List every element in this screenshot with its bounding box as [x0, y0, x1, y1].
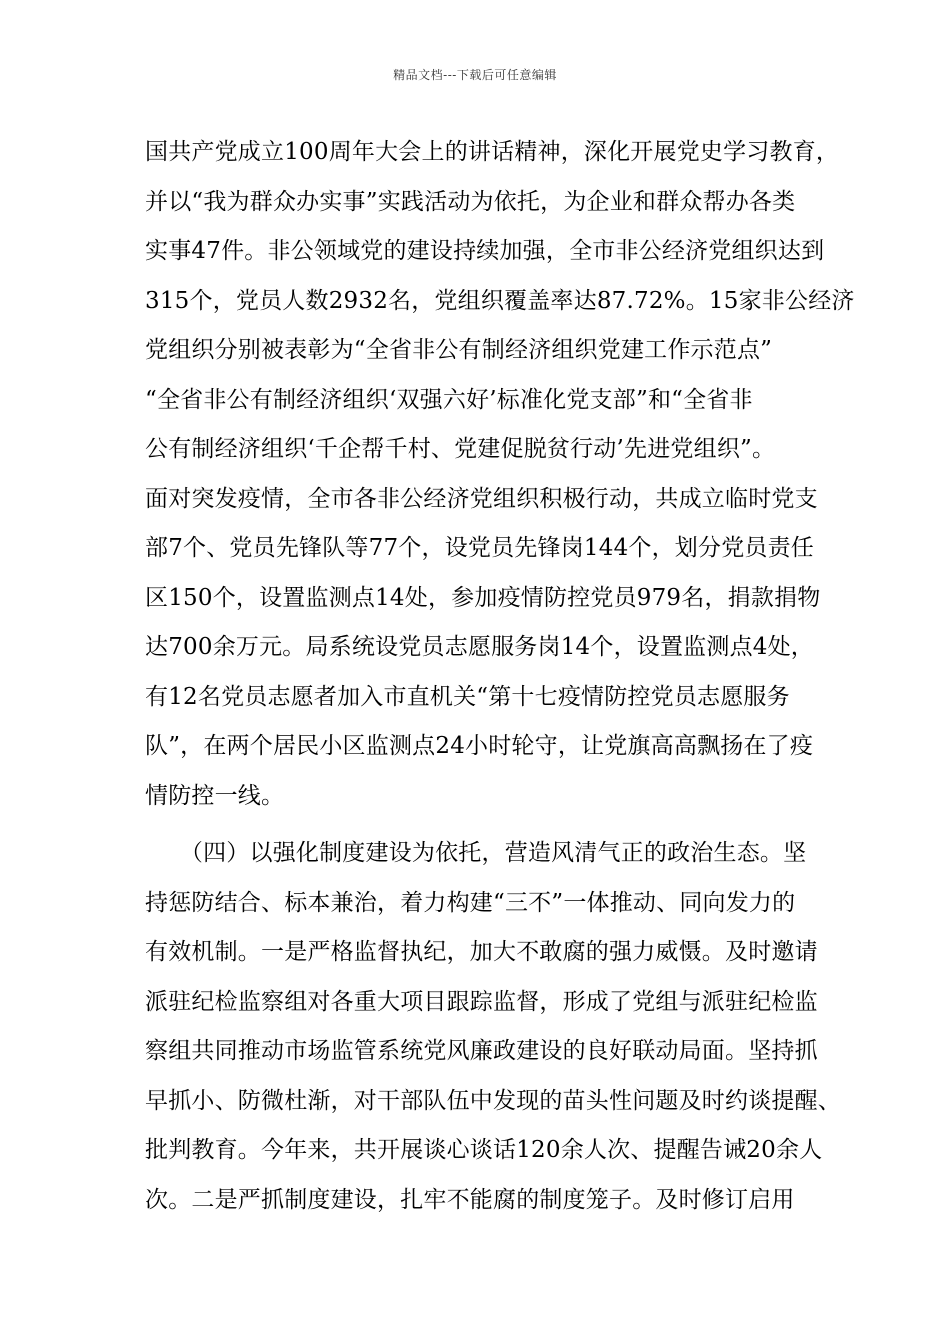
page-header: 精品文档---下载后可任意编辑: [393, 68, 557, 82]
text-line: 315个，党员人数2932名，党组织覆盖率达87.72%。15家非公经济: [145, 287, 855, 314]
text-line: 持惩防结合、标本兼治，着力构建“三不”一体推动、同向发力的: [145, 889, 796, 916]
text-line: 部7个、党员先锋队等77个，设党员先锋岗144个，划分党员责任: [145, 535, 814, 561]
text-line: “全省非公有制经济组织‘双强六好’标准化党支部”和“全省非: [145, 386, 753, 413]
text-line: 公有制经济组织‘千企帮千村、党建促脱贫行动’先进党组织”。: [145, 436, 776, 462]
text-line: 察组共同推动市场监管系统党风廉政建设的良好联动局面。坚持抓: [145, 1038, 818, 1064]
body-text: [145, 128, 855, 1225]
paragraph-gap: [145, 821, 812, 829]
text-line: 批判教育。今年来，共开展谈心谈话120余人次、提醒告诫20余人: [145, 1137, 823, 1163]
text-line: 党组织分别被表彰为“全省非公有制经济组织党建工作示范点”: [145, 337, 773, 363]
text-line: 有效机制。一是严格监督执纪，加大不敢腐的强力威慑。及时邀请: [145, 939, 818, 965]
text-line: 派驻纪检监察组对各重大项目跟踪监督，形成了党组与派驻纪检监: [145, 988, 818, 1015]
text-line: 面对突发疫情，全市各非公经济党组织积极行动，共成立临时党支: [145, 485, 818, 512]
text-line: （四）以强化制度建设为依托，营造风清气正的政治生态。坚: [145, 840, 807, 866]
text-line: 早抓小、防微杜渐，对干部队伍中发现的苗头性问题及时约谈提醒、: [145, 1087, 841, 1114]
text-line: 有12名党员志愿者加入市直机关“第十七疫情防控党员志愿服务: [145, 683, 790, 710]
text-line: 实事47件。非公领域党的建设持续加强，全市非公经济党组织达到: [145, 238, 825, 264]
text-line: 并以“我为群众办实事”实践活动为依托，为企业和群众帮办各类: [145, 188, 796, 215]
text-line: 次。二是严抓制度建设，扎牢不能腐的制度笼子。及时修订启用: [145, 1186, 795, 1213]
text-line: 达700余万元。局系统设党员志愿服务岗14个，设置监测点4处，: [145, 634, 814, 660]
text-line: 情防控一线。: [145, 782, 285, 809]
text-line: 国共产党成立100周年大会上的讲话精神，深化开展党史学习教育，: [145, 139, 840, 165]
text-line: 区150个，设置监测点14处，参加疫情防控党员979名，捐款捐物: [145, 584, 821, 611]
text-line: 队”，在两个居民小区监测点24小时轮守，让党旗高高飘扬在了疫: [145, 733, 814, 759]
